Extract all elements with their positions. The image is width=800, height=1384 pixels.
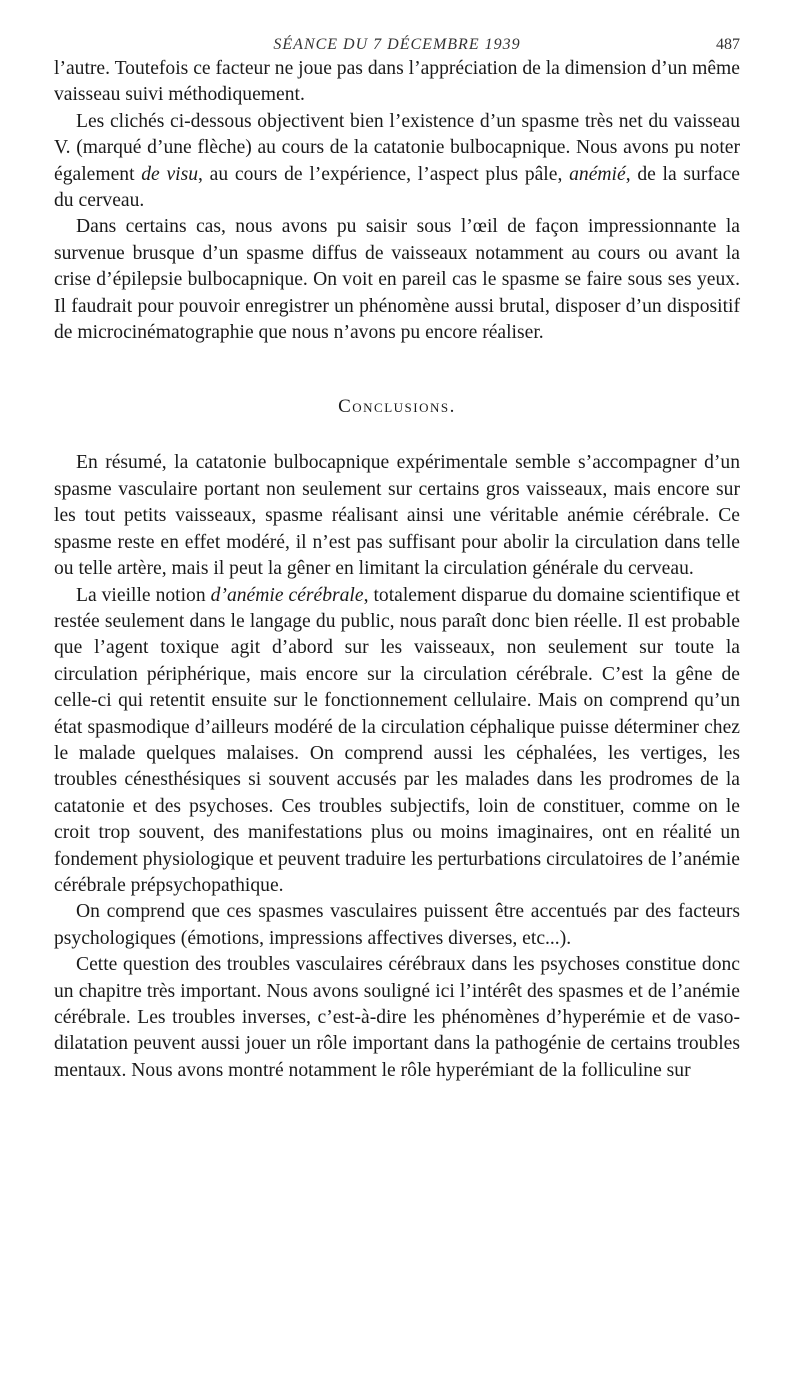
italic-anemie: anémié	[569, 163, 626, 185]
running-title: SÉANCE DU 7 DÉCEMBRE 1939	[273, 36, 521, 53]
paragraph-spasme-diffus: Dans certains cas, nous avons pu saisir sous l’œil de façon impressionnante la survenue brusque d’un spasme diffus de vaisseaux notamment au cours ou avant la crise d’épilepsie bulbocapnique. On voit en pareil cas le spasme se faire sous ses yeux. Il faudrait pour pouvoir enregistrer un phénomène aussi brutal, disposer d’un dispositif de microcinématographie que nous n’avons pu encore réaliser.	[54, 216, 740, 344]
text-run: , de la surface du cerveau.	[54, 163, 740, 212]
paragraph-resume: En résumé, la catatonie bulbocapnique expérimentale semble s’accompagner d’un spasme vasculaire portant non seulement sur certains gros vaisseaux, mais encore sur les tout petits vaisseaux, spasme réalisant ainsi une véritable anémie cérébrale. Ce spasme reste en effet modéré, il n’est pas suffisant pour abolir la circulation dans telle ou telle artère, mais il peut la gêner en limitant la circulation générale du cerveau.	[54, 452, 740, 580]
text-run: , au cours de l’expérience, l’aspect plus pâle,	[198, 163, 570, 185]
italic-anemie-cerebrale: d’anémie cérébrale	[210, 584, 364, 606]
paragraph-facteurs-psychologiques: On comprend que ces spasmes vasculaires puissent être accentués par des facteurs psychologiques (émotions, impressions affectives diverses, etc...).	[54, 901, 740, 949]
paragraph-anemie-cerebrale	[54, 583, 740, 900]
paragraph-cliches	[54, 109, 740, 215]
section-heading-conclusions: Conclusions.	[338, 396, 456, 418]
page-header	[54, 0, 740, 56]
paragraph-continuation: l’autre. Toutefois ce facteur ne joue pas dans l’appréciation de la dimension d’un même vaisseau suivi méthodiquement.	[54, 58, 740, 106]
text-run: Les clichés ci-dessous objectivent bien l’existence d’un spasme très net du vaisseau V. (marqué d’une flèche) au cours de la catatonie bulbocapnique. Nous avons pu noter également	[54, 110, 740, 185]
paragraph-troubles-vasculaires: Cette question des troubles vasculaires cérébraux dans les psychoses constitue donc un chapitre très important. Nous avons souligné ici l’intérêt des spasmes et de l’anémie cérébrale. Les troubles inverses, c’est-à-dire les phénomènes d’hyperémie et de vaso-dilatation peuvent aussi jouer un rôle important dans la pathogénie de certains troubles mentaux. Nous avons montré notamment le rôle hyperémiant de la folliculine sur	[54, 954, 740, 1081]
text-run: , totalement disparue du domaine scientifique et restée seulement dans le langage du public, nous paraît donc bien réelle. Il est probable que l’agent toxique agit d’abord sur les vaisseaux, non seulement sur toute la circulation périphérique, mais encore sur la circulation cérébrale. C’est la gêne de celle-ci qui retentit ensuite sur le fonctionnement cellulaire. Mais on comprend qu’un état spasmodique d’ailleurs modéré de la circulation céphalique puisse déterminer chez le malade quelques malaises. On comprend aussi les céphalées, les vertiges, les troubles cénesthésiques si souvent accusés par les malades dans les prodromes de la catatonie et des psychoses. Ces troubles subjectifs, loin de constituer, comme on le croit trop souvent, des manifestations plus ou moins imaginaires, ont en réalité un fondement physiologique et peuvent traduire les perturbations circulatoires de l’anémie cérébrale prépsychopathique.	[54, 584, 740, 896]
page-number: 487	[716, 36, 740, 53]
italic-de-visu: de visu	[141, 163, 199, 185]
text-run: La vieille notion	[76, 584, 211, 606]
page	[54, 0, 740, 1084]
